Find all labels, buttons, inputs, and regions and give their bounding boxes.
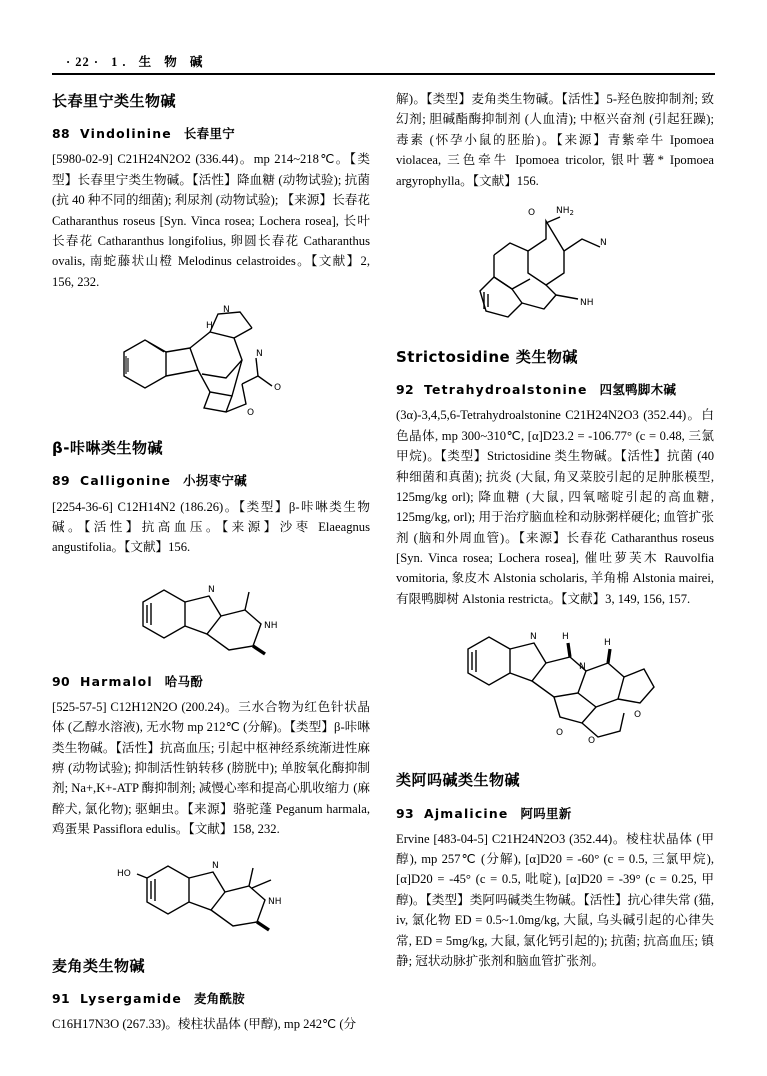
svg-text:NH: NH <box>268 896 282 907</box>
svg-text:O: O <box>528 207 536 218</box>
left-column <box>52 89 370 1029</box>
entry-number: 88 <box>52 126 71 142</box>
entry-heading-92 <box>396 380 714 400</box>
svg-text:N: N <box>208 584 215 595</box>
entry-number: 93 <box>396 805 415 821</box>
tetrahydroalstonine-structure <box>396 617 714 752</box>
two-column-body <box>52 89 715 1029</box>
entry-body-91: C16H17N3O (267.33)。棱柱状晶体 (甲醇), mp 242℃ (分 <box>52 1016 357 1031</box>
entry-name-cn: 四氢鸭脚木碱 <box>599 382 677 398</box>
calligonine-structure <box>52 566 370 661</box>
svg-text:O: O <box>587 736 595 747</box>
entry-body-92: (3α)-3,4,5,6-Tetrahydroalstonine C21H24N2O3 (352.44)。白色晶体, mp 300~310℃, [α]D23.2 = -106.77° (c = 0.48, 三氯甲烷)。【类型】Strictosidine 类生物碱。【活性】抗菌 (40 种细菌和真菌); 抗炎 (大鼠, 角叉菜胶引起的足肿胀模型, 125mg/kg orl); 降血糖 (大鼠, 四氧嘧啶引起的高血糖, 125mg/kg, orl); 用于治疗脑血栓和动脉粥样硬化; 血管扩张剂 (脑和外周血管)。【来源】长春花 Catharanthus roseus [Syn. Vinca rosea; Lochera rosea], 催吐萝芙木 Rauvolfia vomitoria, 象皮木 Alstonia scholaris, 羊角棉 Alstonia mairei, 有限鸭脚树 Alstonia restricta。【文献】3, 149, 156, 157. <box>396 408 714 606</box>
entry-heading-89 <box>52 471 370 491</box>
section-heading-changchunlining: 长春里宁类生物碱 <box>52 92 177 110</box>
svg-text:NH: NH <box>264 620 278 631</box>
entry-number: 92 <box>396 382 415 398</box>
svg-text:NH: NH <box>580 297 594 308</box>
svg-text:N: N <box>600 237 607 248</box>
entry-name-en: Vindolinine <box>80 126 172 142</box>
chapter-title: 1. 生 物 碱 <box>111 55 208 69</box>
entry-heading-88 <box>52 124 370 144</box>
section-heading-ajmaline-type: 类阿吗碱类生物碱 <box>396 771 521 790</box>
svg-text:O: O <box>274 383 282 394</box>
svg-text:HO: HO <box>117 868 131 879</box>
entry-heading-91 <box>52 989 370 1009</box>
entry-body-89: [2254-36-6] C12H14N2 (186.26)。【类型】β-咔啉类生物碱。【活性】抗高血压。【来源】沙枣 Elaeagnus angustifolia。【文献】156. <box>52 499 370 555</box>
svg-text:O: O <box>555 728 563 739</box>
section-heading-beta-carboline: β-咔啉类生物碱 <box>52 439 163 458</box>
svg-text:O: O <box>633 710 641 721</box>
svg-text:N: N <box>578 662 586 673</box>
page-number: · 22 · <box>66 55 100 69</box>
svg-text:O: O <box>247 408 255 419</box>
header-rule <box>52 73 715 75</box>
svg-text:NH2: $NH_2$ <box>556 205 574 217</box>
entry-name-en: Harmalol <box>80 673 153 689</box>
entry-name-cn: 阿吗里新 <box>520 805 572 821</box>
entry-number: 90 <box>52 673 71 689</box>
lysergamide-structure <box>396 199 714 329</box>
section-heading-ergot: 麦角类生物碱 <box>52 956 146 975</box>
entry-body-93: Ervine [483-04-5] C21H24N2O3 (352.44)。棱柱状晶体 (甲醇), mp 257℃ (分解), [α]D20 = -60° (c = 0.5, 三氯甲烷), [α]D20 = -45° (c = 0.5, 吡啶), [α]D20 = -39° (c = 0.25, 甲醇)。【类型】类阿吗碱类生物碱。【活性】抗心律失常 (猫, iv, 氯化物 ED = 0.5~1.0mg/kg, 大鼠, 乌头碱引起的心律失常, ED = 5mg/kg, 大鼠, 氯化钙引起的); 抗菌; 抗高血压; 镇静; 冠状动脉扩张剂和脑血管扩张剂。 <box>396 831 714 968</box>
svg-text:N: N <box>212 860 219 871</box>
entry-name-cn: 哈马酚 <box>164 673 204 689</box>
svg-text:N: N <box>223 305 230 316</box>
svg-text:H: H <box>561 632 569 643</box>
entry-heading-93 <box>396 804 714 824</box>
entry-name-en: Tetrahydroalstonine <box>424 382 588 398</box>
running-head <box>52 44 715 70</box>
structure-atom-label: H <box>206 321 213 332</box>
entry-name-cn: 麦角酰胺 <box>193 990 246 1006</box>
entry-body-88: [5980-02-9] C21H24N2O2 (336.44)。mp 214~218℃。【类型】长春里宁类生物碱。【活性】降血糖 (动物试验); 抗菌 (抗 40 种不同的细菌); 利尿剂 (动物试验); 【来源】长春花 Catharanthus roseus [Syn. Vinca rosea; Lochera rosea], 长叶长春花 Catharanthus longifolius, 卵圆长春花 Catharanthus ovalis, 南蛇藤状山橙 Melodinus celastroides。【文献】2, 156, 232. <box>52 152 370 289</box>
svg-text:N: N <box>256 349 263 360</box>
right-column <box>396 89 714 1029</box>
entry-body-91-continued: 解)。【类型】麦角类生物碱。【活性】5-羟色胺抑制剂; 致幻剂; 胆碱酯酶抑制剂 (人血清); 中枢兴奋剂 (引起狂躁); 毒素 (怀孕小鼠的胚胎)。【来源】青紫牵牛 Ipomoea violacea, 三色牵牛 Ipomoea tricolor, 银叶薯* Ipomoea argyrophylla。【文献】156. <box>396 92 714 188</box>
svg-text:H: H <box>603 638 611 649</box>
vindolinine-structure <box>52 300 370 420</box>
entry-name-en: Ajmalicine <box>424 805 509 821</box>
section-heading-strictosidine: Strictosidine 类生物碱 <box>396 347 578 366</box>
entry-name-cn: 小拐枣宁碱 <box>183 473 248 489</box>
entry-name-en: Calligonine <box>80 473 172 489</box>
entry-number: 91 <box>52 990 71 1006</box>
entry-heading-90 <box>52 672 370 692</box>
entry-number: 89 <box>52 473 71 489</box>
svg-text:N: N <box>529 632 537 643</box>
entry-name-en: Lysergamide <box>80 990 182 1006</box>
harmalol-structure <box>52 848 370 938</box>
entry-body-90: [525-57-5] C12H12N2O (200.24)。三水合物为红色针状晶体 (乙醇水溶液), 无水物 mp 212℃ (分解)。【类型】β-咔啉类生物碱。【活性】抗高血压; 引起中枢神经系统渐进性麻痹 (动物试验); 抑制活性钠转移 (膀胱中); 单胺氧化酶抑制剂; Na+,K+-ATP 酶抑制剂; 减慢心率和提高心肌收缩力 (麻醉犬, 氯化物); 驱蛔虫。【来源】骆驼蓬 Peganum harmala, 鸡蛋果 Passiflora edulis。【文献】158, 232. <box>52 699 370 837</box>
entry-name-cn: 长春里宁 <box>183 126 236 142</box>
